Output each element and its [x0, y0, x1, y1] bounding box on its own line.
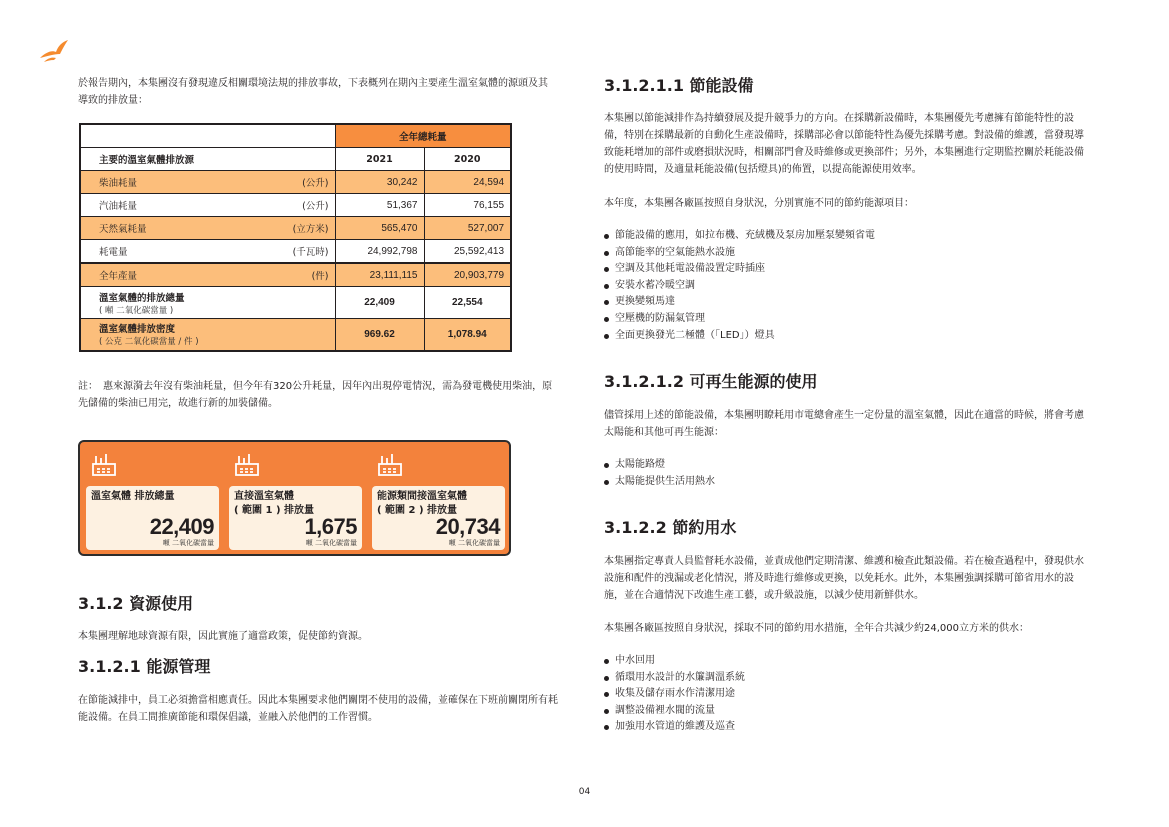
card-value: 20,734	[435, 514, 500, 539]
heading-3-1-2-1: 3.1.2.1 能源管理	[78, 657, 211, 676]
list-item: 循環用水設計的水簾調溫系統	[604, 670, 1084, 687]
emissions-summary-panel	[78, 440, 511, 556]
list-item: 中水回用	[604, 653, 1084, 670]
table-col0-header: 主要的溫室氣體排放源	[80, 148, 335, 171]
table-top-header: 全年總耗量	[335, 124, 511, 148]
factory-icon	[233, 450, 261, 478]
body-3-1-2-2: 本集團指定專責人員監督耗水設備，並責成他們定期清潔、維護和檢查此類設備。若在檢查過程中，發現供水設施和配件的洩漏或老化情況，將及時進行維修或更換，以免耗水。此外，本集團強調採購可節省用水的設施，並在合適情況下改進生產工藝，或升級設施，以減少使用新鮮供水。	[604, 556, 1084, 601]
list-item: 空調及其他耗電設備設置定時插座	[604, 261, 1084, 278]
list-item: 加強用水管道的維護及巡查	[604, 719, 1084, 736]
body2-3-1-2-1-1: 本年度，本集團各廠區按照自身狀況，分別實施不同的節約能源項目：	[604, 198, 914, 209]
table-row: 溫室氣體排放密度 ( 公克 二氧化碳當量 / 件 ) 969.62 1,078.94	[80, 319, 511, 351]
heading-3-1-2-1-1: 3.1.2.1.1 節能設備	[604, 76, 754, 95]
heading-3-1-2-1-2: 3.1.2.1.2 可再生能源的使用	[604, 372, 818, 391]
energy-items-list	[604, 228, 1084, 344]
list-item: 空壓機的防漏氣管理	[604, 311, 1084, 328]
logo-icon	[38, 38, 70, 64]
body-3-1-2-1-1: 本集團以節能減排作為持續發展及提升競爭力的方向。在採購新設備時，本集團優先考慮擁有節能特性的設備，特別在採購最新的自動化生產設備時，採購部必會以節能特性為優先採購考慮。對設備的維護，當發現導致能耗增加的部件或磨損狀況時，相關部門會及時維修或更換部件；另外，本集團進行定期監控關於耗能設備的使用時間，及適量耗能設備(包括燈具)的佈置，以提高能源使用效率。	[604, 113, 1084, 175]
factory-icon	[376, 450, 404, 478]
renewable-items-list	[604, 457, 1084, 490]
year-header: 2020	[424, 148, 511, 171]
table-row: 全年產量 (件) 23,111,115 20,903,779	[80, 263, 511, 287]
body-3-1-2: 本集團理解地球資源有限，因此實施了適當政策，促使節約資源。	[78, 631, 368, 642]
list-item: 更換變頻馬達	[604, 294, 1084, 311]
list-item: 節能設備的應用，如拉布機、充絨機及泵房加壓泵變頻省電	[604, 228, 1084, 245]
list-item: 全面更換發光二極體（「LED」）燈具	[604, 328, 1084, 345]
body-3-1-2-1: 在節能減排中，員工必須擔當相應責任。因此本集團要求他們關閉不使用的設備，並確保在下班前關閉所有耗能設備。在員工間推廣節能和環保倡議，並融入於他們的工作習慣。	[78, 695, 558, 723]
heading-3-1-2-2: 3.1.2.2 節約用水	[604, 518, 737, 537]
table-row: 天然氣耗量 (立方米) 565,470 527,007	[80, 217, 511, 240]
card-value: 1,675	[304, 514, 357, 539]
list-item: 太陽能提供生活用熱水	[604, 474, 1084, 491]
table-note: 註： 惠來源漪去年沒有柴油耗量，但今年有320公升耗量，因年內出現停電情況，需為發電機使用柴油，原先儲備的柴油已用完，故進行新的加裝儲備。	[78, 381, 553, 409]
page-number: 04	[578, 787, 591, 797]
list-item: 高節能率的空氣能熱水設施	[604, 245, 1084, 262]
heading-3-1-2: 3.1.2 資源使用	[78, 594, 194, 613]
table-row: 耗電量 (千瓦時) 24,992,798 25,592,413	[80, 240, 511, 264]
body2-3-1-2-2: 本集團各廠區按照自身狀況，採取不同的節約用水措施，全年合共減少約24,000立方米的供水：	[604, 623, 1029, 634]
water-items-list	[604, 653, 1084, 736]
list-item: 太陽能路燈	[604, 457, 1084, 474]
intro-text: 於報告期內，本集團沒有發現違反相關環境法規的排放事故，下表概列在期內主要產生溫室氣體的源頭及其導致的排放量：	[78, 78, 548, 106]
factory-icon	[90, 450, 118, 478]
emissions-table	[79, 123, 512, 352]
card-total-emissions: 溫室氣體 排放總量 22,409 噸 二氧化碳當量	[86, 486, 219, 550]
list-item: 安裝水蓄冷暖空調	[604, 278, 1084, 295]
table-row: 汽油耗量 (公升) 51,367 76,155	[80, 194, 511, 217]
card-scope1-emissions: 直接溫室氣體 ( 範圍 1 ) 排放量 1,675 噸 二氧化碳當量	[229, 486, 362, 550]
list-item: 收集及儲存雨水作清潔用途	[604, 686, 1084, 703]
list-item: 調整設備裡水閥的流量	[604, 703, 1084, 720]
year-header: 2021	[335, 148, 424, 171]
card-value: 22,409	[149, 514, 214, 539]
body-3-1-2-1-2: 儘管採用上述的節能設備，本集團明瞭耗用市電總會產生一定份量的溫室氣體，因此在適當的時候，將會考慮太陽能和其他可再生能源：	[604, 410, 1084, 438]
table-row: 溫室氣體的排放總量 ( 噸 二氧化碳當量 ) 22,409 22,554	[80, 287, 511, 319]
card-scope2-emissions: 能源類間接溫室氣體 ( 範圍 2 ) 排放量 20,734 噸 二氧化碳當量	[372, 486, 505, 550]
table-row: 柴油耗量 (公升) 30,242 24,594	[80, 171, 511, 194]
